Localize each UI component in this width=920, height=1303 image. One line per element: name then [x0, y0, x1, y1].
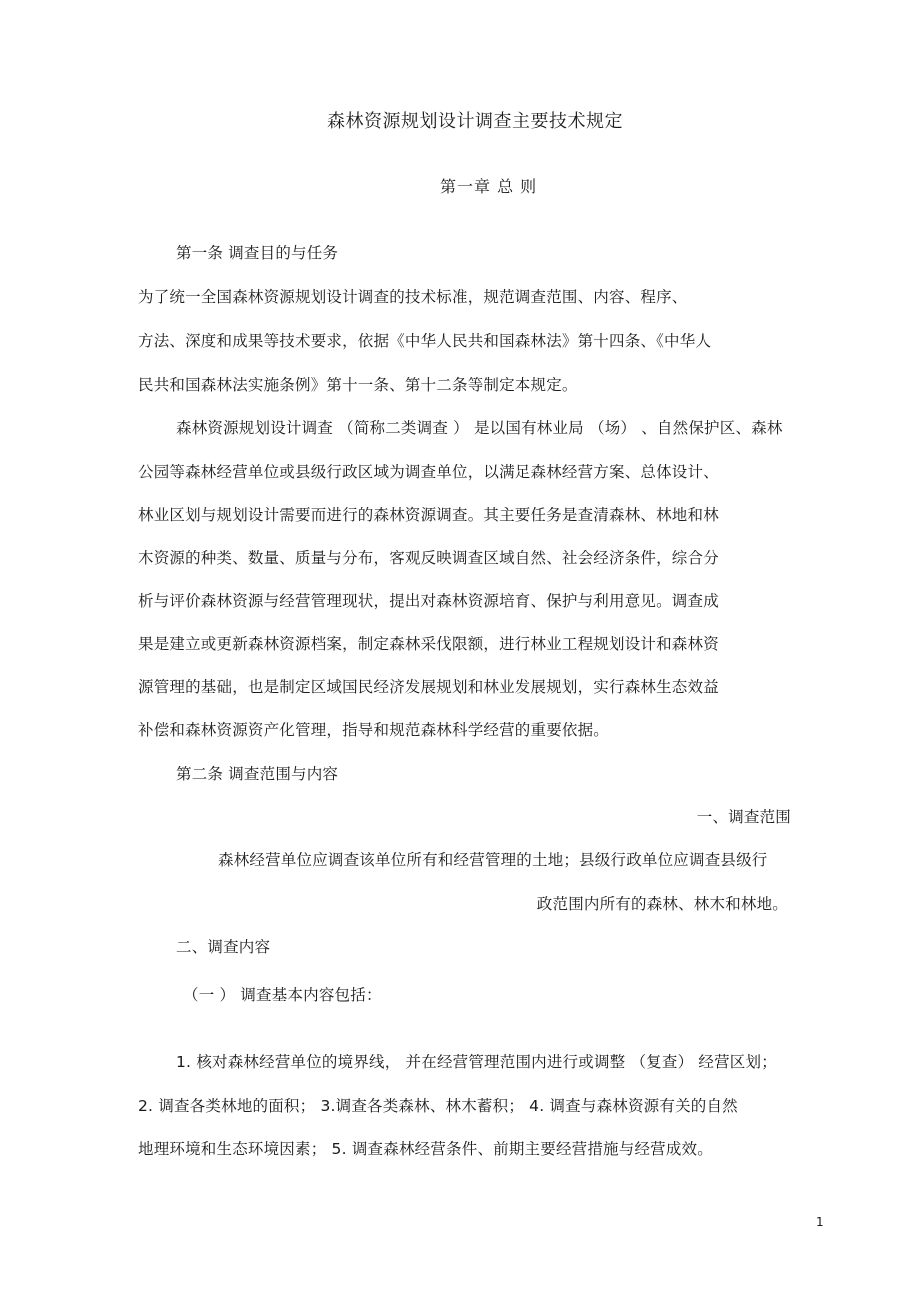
scope-line-2: 政范围内所有的森林、林木和林地。: [536, 895, 788, 913]
article-1-paragraph-1-line-2: 方法、深度和成果等技术要求，依据《中华人民共和国森林法》第十四条、《中华人: [138, 332, 712, 350]
content-item-line-2: 2. 调查各类林地的面积； 3.调查各类森林、林木蓄积； 4. 调查与森林资源有关的自然: [138, 1097, 738, 1115]
article-1-paragraph-2-line-1: 森林资源规划设计调查 （简称二类调查 ） 是以国有林业局 （场） 、自然保护区、森林: [176, 419, 783, 437]
article-1-paragraph-1-line-3: 民共和国森林法实施条例》第十一条、第十二条等制定本规定。: [138, 376, 578, 394]
chapter-heading: 第一章 总 则: [440, 177, 538, 196]
content-item-line-3: 地理环境和生态环境因素； 5. 调查森林经营条件、前期主要经营措施与经营成效。: [138, 1140, 713, 1158]
content-heading: 二、调查内容: [176, 938, 271, 956]
page-number: 1: [816, 1215, 824, 1229]
article-1-paragraph-2-line-5: 析与评价森林资源与经营管理现状，提出对森林资源培育、保护与利用意见。调查成: [138, 592, 719, 610]
document-title: 森林资源规划设计调查主要技术规定: [327, 111, 623, 132]
content-item-line-1: 1. 核对森林经营单位的境界线， 并在经营管理范围内进行或调整 （复查） 经营区划；: [176, 1053, 777, 1071]
basic-content-heading: （一 ） 调查基本内容包括：: [183, 986, 382, 1004]
article-1-paragraph-2-line-4: 木资源的种类、数量、质量与分布，客观反映调查区域自然、社会经济条件，综合分: [138, 549, 719, 567]
article-1-paragraph-2-line-6: 果是建立或更新森林资源档案，制定森林采伐限额，进行林业工程规划设计和森林资: [138, 635, 719, 653]
article-1-paragraph-2-line-2: 公园等森林经营单位或县级行政区域为调查单位，以满足森林经营方案、总体设计、: [138, 463, 719, 481]
article-1-paragraph-2-line-7: 源管理的基础，也是制定区域国民经济发展规划和林业发展规划，实行森林生态效益: [138, 678, 719, 696]
article-1-paragraph-2-line-8: 补偿和森林资源资产化管理，指导和规范森林科学经营的重要依据。: [138, 721, 610, 739]
scope-heading: 一、调查范围: [696, 808, 791, 826]
scope-line-1: 森林经营单位应调查该单位所有和经营管理的土地；县级行政单位应调查县级行: [218, 851, 768, 869]
article-1-paragraph-2-line-3: 林业区划与规划设计需要而进行的森林资源调查。其主要任务是查清森林、林地和林: [138, 506, 719, 524]
article-1-paragraph-1-line-1: 为了统一全国森林资源规划设计调查的技术标准，规范调查范围、内容、程序、: [138, 288, 688, 306]
article-1-heading: 第一条 调查目的与任务: [176, 244, 339, 262]
article-2-heading: 第二条 调查范围与内容: [176, 765, 339, 783]
